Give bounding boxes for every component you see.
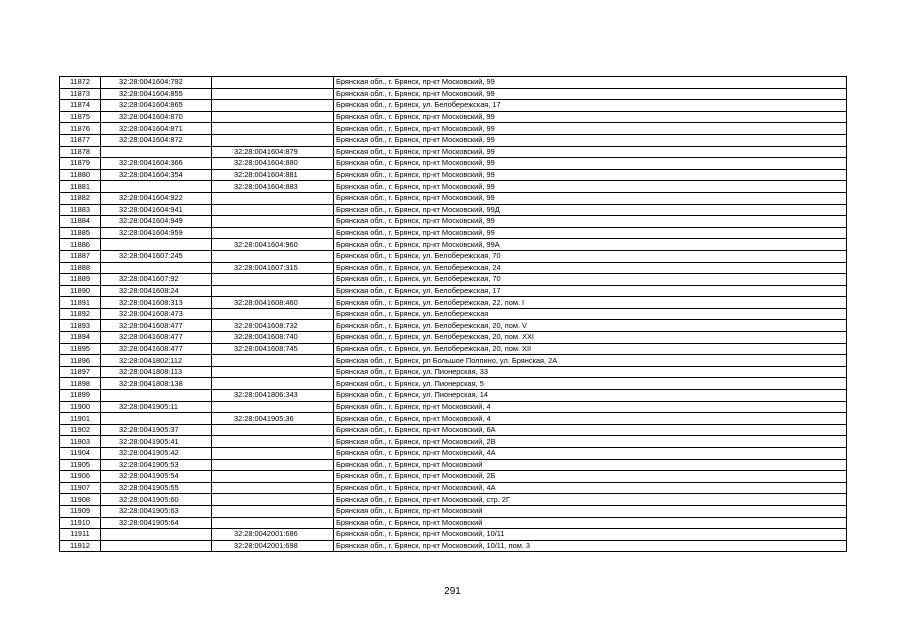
- address-cell: Брянская обл., г. Брянск, ул. Пионерская, 33: [334, 366, 847, 378]
- row-number-cell: 11876: [60, 123, 101, 135]
- related-cadastral-number-cell: [212, 471, 334, 483]
- row-number-cell: 11888: [60, 262, 101, 274]
- row-number-cell: 11886: [60, 239, 101, 251]
- cadastral-number-cell: [101, 239, 212, 251]
- row-number-cell: 11877: [60, 134, 101, 146]
- row-number-cell: 11901: [60, 413, 101, 425]
- address-cell: Брянская обл., г. Брянск, ул. Белобережская, 20, пом. XXI: [334, 332, 847, 344]
- cadastral-number-cell: [101, 540, 212, 552]
- table-row: [60, 297, 847, 309]
- related-cadastral-number-cell: [212, 216, 334, 228]
- page-number: 291: [444, 586, 461, 597]
- table-body: [60, 77, 847, 552]
- related-cadastral-number-cell: [212, 250, 334, 262]
- cadastral-number-cell: 32:28:0041604:870: [101, 111, 212, 123]
- address-cell: Брянская обл., г. Брянск, ул. Белобережская, 17: [334, 100, 847, 112]
- table-row: [60, 216, 847, 228]
- related-cadastral-number-cell: [212, 401, 334, 413]
- address-cell: Брянская обл., г. Брянск, ул. Белобережская, 20, пом. V: [334, 320, 847, 332]
- address-cell: Брянская обл., г. Брянск, пр-кт Московский, 99: [334, 227, 847, 239]
- table-row: [60, 343, 847, 355]
- cadastral-number-cell: 32:28:0041905:64: [101, 517, 212, 529]
- row-number-cell: 11873: [60, 88, 101, 100]
- row-number-cell: 11892: [60, 308, 101, 320]
- address-cell: Брянская обл., г. Брянск, ул. Белобережская, 17: [334, 285, 847, 297]
- table-row: [60, 274, 847, 286]
- address-cell: Брянская обл., г. Брянск, пр-кт Московский, 99: [334, 111, 847, 123]
- related-cadastral-number-cell: 32:28:0041604:879: [212, 146, 334, 158]
- related-cadastral-number-cell: 32:28:0042001:686: [212, 529, 334, 541]
- related-cadastral-number-cell: 32:28:0041608:460: [212, 297, 334, 309]
- row-number-cell: 11908: [60, 494, 101, 506]
- row-number-cell: 11893: [60, 320, 101, 332]
- row-number-cell: 11884: [60, 216, 101, 228]
- row-number-cell: 11895: [60, 343, 101, 355]
- address-cell: Брянская обл., г. Брянск, пр-кт Московский, 99: [334, 181, 847, 193]
- row-number-cell: 11880: [60, 169, 101, 181]
- table-row: [60, 77, 847, 89]
- related-cadastral-number-cell: 32:28:0041608:732: [212, 320, 334, 332]
- cadastral-number-cell: [101, 262, 212, 274]
- address-cell: Брянская обл., г. Брянск, пр-кт Московский: [334, 505, 847, 517]
- row-number-cell: 11896: [60, 355, 101, 367]
- row-number-cell: 11883: [60, 204, 101, 216]
- address-cell: Брянская обл., г. Брянск, пр-кт Московский, стр. 2Г: [334, 494, 847, 506]
- related-cadastral-number-cell: [212, 436, 334, 448]
- table-row: [60, 285, 847, 297]
- cadastral-number-cell: 32:28:0041607:245: [101, 250, 212, 262]
- table-row: [60, 540, 847, 552]
- row-number-cell: 11900: [60, 401, 101, 413]
- table-row: [60, 262, 847, 274]
- row-number-cell: 11904: [60, 448, 101, 460]
- table-row: [60, 250, 847, 262]
- row-number-cell: 11882: [60, 192, 101, 204]
- table-row: [60, 204, 847, 216]
- address-cell: Брянская обл., г. Брянск, пр-кт Московский, 4: [334, 413, 847, 425]
- row-number-cell: 11899: [60, 390, 101, 402]
- cadastral-number-cell: 32:28:0041802:112: [101, 355, 212, 367]
- row-number-cell: 11872: [60, 77, 101, 89]
- address-cell: Брянская обл., г. Брянск, пр-кт Московский, 99: [334, 192, 847, 204]
- related-cadastral-number-cell: [212, 494, 334, 506]
- related-cadastral-number-cell: [212, 424, 334, 436]
- cadastral-number-cell: [101, 181, 212, 193]
- table-row: [60, 111, 847, 123]
- related-cadastral-number-cell: 32:28:0042001:698: [212, 540, 334, 552]
- row-number-cell: 11890: [60, 285, 101, 297]
- address-cell: Брянская обл., г. Брянск, пр-кт Московский, 4А: [334, 482, 847, 494]
- row-number-cell: 11879: [60, 158, 101, 170]
- address-cell: Брянская обл., г. Брянск, ул. Белобережская, 24: [334, 262, 847, 274]
- related-cadastral-number-cell: 32:28:0041604:881: [212, 169, 334, 181]
- row-number-cell: 11905: [60, 459, 101, 471]
- cadastral-number-cell: 32:28:0041604:949: [101, 216, 212, 228]
- row-number-cell: 11894: [60, 332, 101, 344]
- cadastral-number-cell: 32:28:0041905:54: [101, 471, 212, 483]
- row-number-cell: 11909: [60, 505, 101, 517]
- cadastral-number-cell: 32:28:0041604:855: [101, 88, 212, 100]
- related-cadastral-number-cell: 32:28:0041607:315: [212, 262, 334, 274]
- cadastral-number-cell: 32:28:0041608:24: [101, 285, 212, 297]
- address-cell: Брянская обл., г. Брянск, ул. Белобережская, 70: [334, 274, 847, 286]
- related-cadastral-number-cell: [212, 134, 334, 146]
- table-row: [60, 181, 847, 193]
- cadastral-number-cell: 32:28:0041604:922: [101, 192, 212, 204]
- row-number-cell: 11902: [60, 424, 101, 436]
- address-cell: Брянская обл., г. Брянск, пр-кт Московский, 99: [334, 216, 847, 228]
- table-row: [60, 505, 847, 517]
- cadastral-number-cell: 32:28:0041607:92: [101, 274, 212, 286]
- address-cell: Брянская обл., г. Брянск, ул. Белобережская, 22, пом. I: [334, 297, 847, 309]
- address-cell: Брянская обл., г. Брянск, пр-кт Московский, 10/11: [334, 529, 847, 541]
- cadastral-number-cell: 32:28:0041604:959: [101, 227, 212, 239]
- cadastral-number-cell: 32:28:0041808:138: [101, 378, 212, 390]
- table-row: [60, 100, 847, 112]
- related-cadastral-number-cell: [212, 378, 334, 390]
- related-cadastral-number-cell: [212, 505, 334, 517]
- related-cadastral-number-cell: 32:28:0041604:960: [212, 239, 334, 251]
- related-cadastral-number-cell: [212, 100, 334, 112]
- cadastral-number-cell: 32:28:0041905:53: [101, 459, 212, 471]
- row-number-cell: 11878: [60, 146, 101, 158]
- cadastral-number-cell: 32:28:0041604:366: [101, 158, 212, 170]
- related-cadastral-number-cell: [212, 111, 334, 123]
- related-cadastral-number-cell: 32:28:0041608:740: [212, 332, 334, 344]
- address-cell: Брянская обл., г. Брянск, пр-кт Московский, 6А: [334, 424, 847, 436]
- address-cell: Брянская обл., г. Брянск, пр-кт Московский, 99: [334, 134, 847, 146]
- table-row: [60, 355, 847, 367]
- table-row: [60, 517, 847, 529]
- related-cadastral-number-cell: 32:28:0041806:343: [212, 390, 334, 402]
- related-cadastral-number-cell: [212, 459, 334, 471]
- row-number-cell: 11885: [60, 227, 101, 239]
- cadastral-number-cell: [101, 146, 212, 158]
- related-cadastral-number-cell: [212, 482, 334, 494]
- address-cell: Брянская обл., г. Брянск, пр-кт Московский, 4: [334, 401, 847, 413]
- row-number-cell: 11907: [60, 482, 101, 494]
- address-cell: Брянская обл., г. Брянск, пр-кт Московский, 99: [334, 158, 847, 170]
- row-number-cell: 11889: [60, 274, 101, 286]
- related-cadastral-number-cell: 32:28:0041608:745: [212, 343, 334, 355]
- cadastral-number-cell: 32:28:0041608:477: [101, 343, 212, 355]
- related-cadastral-number-cell: [212, 123, 334, 135]
- cadastral-number-cell: 32:28:0041905:37: [101, 424, 212, 436]
- cadastral-number-cell: 32:28:0041905:60: [101, 494, 212, 506]
- table-row: [60, 169, 847, 181]
- row-number-cell: 11891: [60, 297, 101, 309]
- row-number-cell: 11910: [60, 517, 101, 529]
- table-row: [60, 529, 847, 541]
- table-row: [60, 192, 847, 204]
- related-cadastral-number-cell: [212, 227, 334, 239]
- address-cell: Брянская обл., г. Брянск, пр-кт Московский, 99: [334, 123, 847, 135]
- table-row: [60, 320, 847, 332]
- table-row: [60, 134, 847, 146]
- cadastral-number-cell: 32:28:0041604:792: [101, 77, 212, 89]
- table-row: [60, 146, 847, 158]
- address-cell: Брянская обл., г. Брянск, пр-кт Московский, 99А: [334, 239, 847, 251]
- address-cell: Брянская обл., г. Брянск, рп Большое Полпино, ул. Брянская, 2А: [334, 355, 847, 367]
- row-number-cell: 11906: [60, 471, 101, 483]
- address-cell: Брянская обл., г. Брянск, пр-кт Московский: [334, 517, 847, 529]
- related-cadastral-number-cell: [212, 308, 334, 320]
- registry-table: [59, 76, 847, 552]
- related-cadastral-number-cell: 32:28:0041905:36: [212, 413, 334, 425]
- address-cell: Брянская обл., г. Брянск, ул. Пионерская, 5: [334, 378, 847, 390]
- address-cell: Брянская обл., г. Брянск, пр-кт Московский, 2Б: [334, 471, 847, 483]
- address-cell: Брянская обл., г. Брянск, пр-кт Московский: [334, 459, 847, 471]
- row-number-cell: 11875: [60, 111, 101, 123]
- table-row: [60, 366, 847, 378]
- related-cadastral-number-cell: 32:28:0041604:880: [212, 158, 334, 170]
- related-cadastral-number-cell: [212, 448, 334, 460]
- row-number-cell: 11911: [60, 529, 101, 541]
- cadastral-number-cell: [101, 529, 212, 541]
- cadastral-number-cell: 32:28:0041905:42: [101, 448, 212, 460]
- related-cadastral-number-cell: [212, 88, 334, 100]
- related-cadastral-number-cell: [212, 517, 334, 529]
- table-row: [60, 390, 847, 402]
- cadastral-number-cell: [101, 390, 212, 402]
- row-number-cell: 11881: [60, 181, 101, 193]
- row-number-cell: 11903: [60, 436, 101, 448]
- row-number-cell: 11897: [60, 366, 101, 378]
- table-row: [60, 494, 847, 506]
- row-number-cell: 11898: [60, 378, 101, 390]
- cadastral-number-cell: 32:28:0041608:473: [101, 308, 212, 320]
- row-number-cell: 11874: [60, 100, 101, 112]
- address-cell: Брянская обл., г. Брянск, пр-кт Московский, 99: [334, 169, 847, 181]
- cadastral-number-cell: 32:28:0041608:313: [101, 297, 212, 309]
- cadastral-number-cell: 32:28:0041604:872: [101, 134, 212, 146]
- address-cell: Брянская обл., г. Брянск, ул. Пионерская, 14: [334, 390, 847, 402]
- cadastral-number-cell: 32:28:0041905:11: [101, 401, 212, 413]
- table-row: [60, 227, 847, 239]
- cadastral-number-cell: 32:28:0041608:477: [101, 332, 212, 344]
- cadastral-number-cell: 32:28:0041905:63: [101, 505, 212, 517]
- related-cadastral-number-cell: [212, 285, 334, 297]
- related-cadastral-number-cell: 32:28:0041604:883: [212, 181, 334, 193]
- address-cell: Брянская обл., г. Брянск, пр-кт Московский, 99Д: [334, 204, 847, 216]
- row-number-cell: 11912: [60, 540, 101, 552]
- table-row: [60, 378, 847, 390]
- related-cadastral-number-cell: [212, 355, 334, 367]
- cadastral-number-cell: 32:28:0041604:354: [101, 169, 212, 181]
- table-row: [60, 88, 847, 100]
- row-number-cell: 11887: [60, 250, 101, 262]
- table-row: [60, 158, 847, 170]
- table-row: [60, 413, 847, 425]
- address-cell: Брянская обл., г. Брянск, пр-кт Московский, 99: [334, 77, 847, 89]
- table-row: [60, 459, 847, 471]
- cadastral-number-cell: 32:28:0041604:941: [101, 204, 212, 216]
- related-cadastral-number-cell: [212, 274, 334, 286]
- table-row: [60, 332, 847, 344]
- table-row: [60, 471, 847, 483]
- related-cadastral-number-cell: [212, 77, 334, 89]
- address-cell: Брянская обл., г. Брянск, ул. Белобережская, 20, пом. XII: [334, 343, 847, 355]
- address-cell: Брянская обл., г. Брянск, пр-кт Московский, 2В: [334, 436, 847, 448]
- table-row: [60, 436, 847, 448]
- cadastral-number-cell: 32:28:0041608:477: [101, 320, 212, 332]
- cadastral-number-cell: 32:28:0041905:41: [101, 436, 212, 448]
- table-row: [60, 401, 847, 413]
- table-row: [60, 308, 847, 320]
- cadastral-number-cell: [101, 413, 212, 425]
- cadastral-number-cell: 32:28:0041604:865: [101, 100, 212, 112]
- address-cell: Брянская обл., г. Брянск, ул. Белобережская: [334, 308, 847, 320]
- address-cell: Брянская обл., г. Брянск, ул. Белобережская, 70: [334, 250, 847, 262]
- cadastral-number-cell: 32:28:0041808:113: [101, 366, 212, 378]
- address-cell: Брянская обл., г. Брянск, пр-кт Московский, 10/11, пом. 3: [334, 540, 847, 552]
- table-row: [60, 448, 847, 460]
- table-row: [60, 239, 847, 251]
- related-cadastral-number-cell: [212, 192, 334, 204]
- address-cell: Брянская обл., г. Брянск, пр-кт Московский, 99: [334, 88, 847, 100]
- related-cadastral-number-cell: [212, 204, 334, 216]
- address-cell: Брянская обл., г. Брянск, пр-кт Московский, 99: [334, 146, 847, 158]
- table-row: [60, 424, 847, 436]
- table-row: [60, 482, 847, 494]
- address-cell: Брянская обл., г. Брянск, пр-кт Московский, 4А: [334, 448, 847, 460]
- cadastral-number-cell: 32:28:0041604:871: [101, 123, 212, 135]
- cadastral-number-cell: 32:28:0041905:55: [101, 482, 212, 494]
- related-cadastral-number-cell: [212, 366, 334, 378]
- table-row: [60, 123, 847, 135]
